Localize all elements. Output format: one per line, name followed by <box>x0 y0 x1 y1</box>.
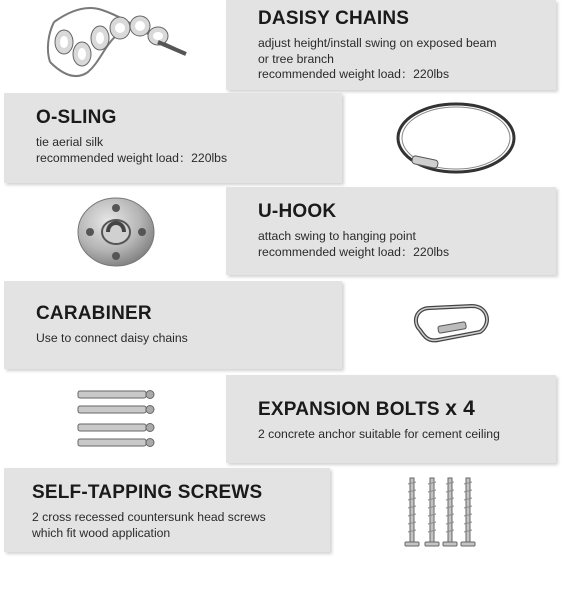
item-title: SELF-TAPPING SCREWS <box>32 482 263 503</box>
item-title-text: EXPANSION BOLTS <box>258 399 440 420</box>
item-description <box>258 427 500 443</box>
item-description <box>36 331 188 347</box>
item-panel-daisy-chains <box>226 0 556 90</box>
item-description <box>36 135 227 166</box>
item-title <box>258 397 500 421</box>
expansion-bolts-icon <box>74 386 160 456</box>
item-panel-carabiner <box>4 281 342 369</box>
item-title: DASISY CHAINS <box>258 8 410 29</box>
screws-icon <box>400 470 480 552</box>
carabiner-icon <box>408 300 494 346</box>
o-sling-icon <box>392 98 522 180</box>
desc-line: attach swing to hanging point <box>258 229 416 243</box>
item-title: U-HOOK <box>258 201 337 222</box>
item-panel-expansion-bolts <box>226 375 556 463</box>
item-title: O-SLING <box>36 107 117 128</box>
item-description <box>258 229 449 260</box>
daisy-chain-icon <box>40 2 190 88</box>
desc-line: Use to connect daisy chains <box>36 331 188 345</box>
desc-line: which fit wood application <box>32 525 171 540</box>
desc-line: recommended weight load：220lbs <box>258 67 450 81</box>
desc-line: recommended weight load：220lbs <box>36 150 228 165</box>
desc-line: 2 concrete anchor suitable for cement ceiling <box>258 427 500 441</box>
item-description <box>258 36 496 83</box>
item-title-quantity: x 4 <box>445 397 476 420</box>
item-panel-u-hook <box>226 187 556 275</box>
desc-line: tie aerial silk <box>36 135 104 149</box>
desc-line: recommended weight load：220lbs <box>258 244 450 259</box>
item-title: CARABINER <box>36 303 152 324</box>
item-description <box>32 510 266 541</box>
ceiling-plate-icon <box>74 194 158 270</box>
item-panel-self-tapping-screws <box>4 468 330 552</box>
desc-line: or tree branch <box>258 51 334 66</box>
desc-line: 2 cross recessed countersunk head screws <box>32 510 266 524</box>
item-panel-o-sling <box>4 93 342 183</box>
desc-line: adjust height/install swing on exposed beam <box>258 36 497 50</box>
